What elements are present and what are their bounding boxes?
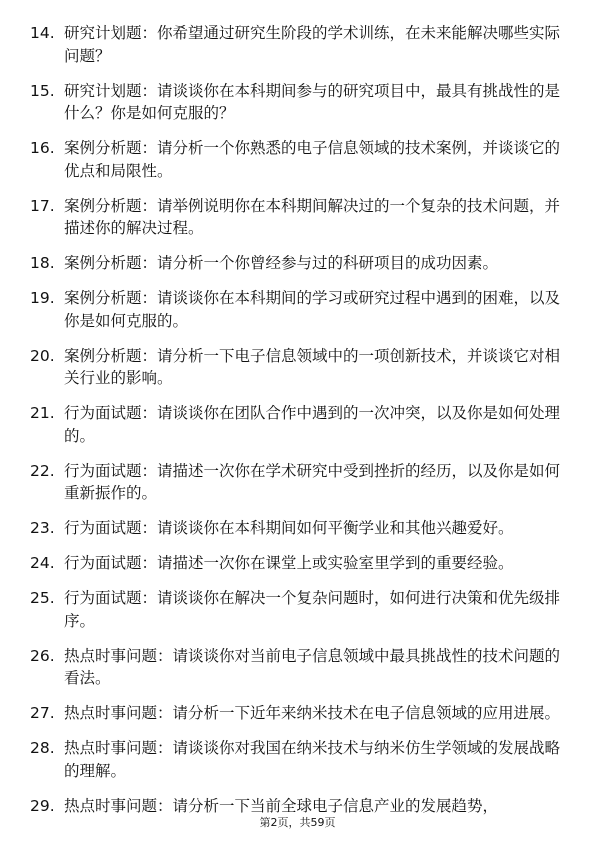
question-text: 研究计划题：请谈谈你在本科期间参与的研究项目中，最具有挑战性的是什么？你是如何克服的？ — [64, 81, 561, 122]
question-text: 案例分析题：请举例说明你在本科期间解决过的一个复杂的技术问题，并描述你的解决过程。 — [64, 196, 561, 237]
question-item — [30, 22, 570, 67]
question-number: 27. — [30, 704, 55, 722]
question-text: 研究计划题：你希望通过研究生阶段的学术训练，在未来能解决哪些实际问题？ — [64, 24, 561, 65]
question-number: 25. — [30, 589, 55, 607]
question-number: 14. — [30, 24, 55, 42]
question-text: 热点时事问题：请谈谈你对我国在纳米技术与纳米仿生学领域的发展战略的理解。 — [64, 739, 561, 780]
question-text: 行为面试题：请描述一次你在课堂上或实验室里学到的重要经验。 — [64, 554, 514, 572]
question-item — [30, 702, 570, 725]
question-list — [30, 22, 570, 830]
question-item — [30, 645, 570, 690]
question-number: 18. — [30, 254, 55, 272]
question-item — [30, 195, 570, 240]
page-footer: 第2页，共59页 — [259, 816, 336, 829]
question-text: 案例分析题：请分析一下电子信息领域中的一项创新技术，并谈谈它对相关行业的影响。 — [64, 346, 561, 387]
question-item — [30, 552, 570, 575]
question-number: 29. — [30, 796, 55, 815]
question-item — [30, 287, 570, 332]
question-number: 21. — [30, 404, 55, 422]
question-text: 行为面试题：请谈谈你在本科期间如何平衡学业和其他兴趣爱好。 — [64, 519, 514, 537]
question-number: 20. — [30, 346, 55, 365]
question-number: 23. — [30, 519, 55, 537]
question-item — [30, 737, 570, 782]
question-item — [30, 460, 570, 505]
question-item — [30, 587, 570, 632]
question-text: 行为面试题：请谈谈你在解决一个复杂问题时，如何进行决策和优先级排序。 — [64, 589, 561, 630]
question-text: 案例分析题：请分析一个你熟悉的电子信息领域的技术案例，并谈谈它的优点和局限性。 — [64, 139, 561, 180]
question-text: 热点时事问题：请谈谈你对当前电子信息领域中最具挑战性的技术问题的看法。 — [64, 646, 561, 687]
question-number: 26. — [30, 646, 55, 665]
question-text: 热点时事问题：请分析一下近年来纳米技术在电子信息领域的应用进展。 — [64, 704, 561, 722]
question-item — [30, 345, 570, 390]
question-number: 24. — [30, 554, 55, 572]
question-text: 案例分析题：请分析一个你曾经参与过的科研项目的成功因素。 — [64, 254, 499, 272]
question-item — [30, 137, 570, 182]
question-text: 行为面试题：请谈谈你在团队合作中遇到的一次冲突，以及你是如何处理的。 — [64, 404, 561, 445]
question-number: 17. — [30, 196, 55, 215]
question-number: 28. — [30, 739, 55, 757]
question-text: 行为面试题：请描述一次你在学术研究中受到挫折的经历，以及你是如何重新振作的。 — [64, 461, 561, 502]
question-number: 16. — [30, 139, 55, 157]
question-item — [30, 252, 570, 275]
question-text: 案例分析题：请谈谈你在本科期间的学习或研究过程中遇到的困难，以及你是如何克服的。 — [64, 289, 561, 330]
question-number: 19. — [30, 289, 55, 307]
question-number: 22. — [30, 461, 55, 480]
question-item — [30, 517, 570, 540]
question-text: 热点时事问题：请分析一下当前全球电子信息产业的发展趋势， — [64, 796, 499, 815]
question-item — [30, 402, 570, 447]
question-item — [30, 795, 570, 818]
question-number: 15. — [30, 81, 55, 100]
question-item — [30, 80, 570, 125]
